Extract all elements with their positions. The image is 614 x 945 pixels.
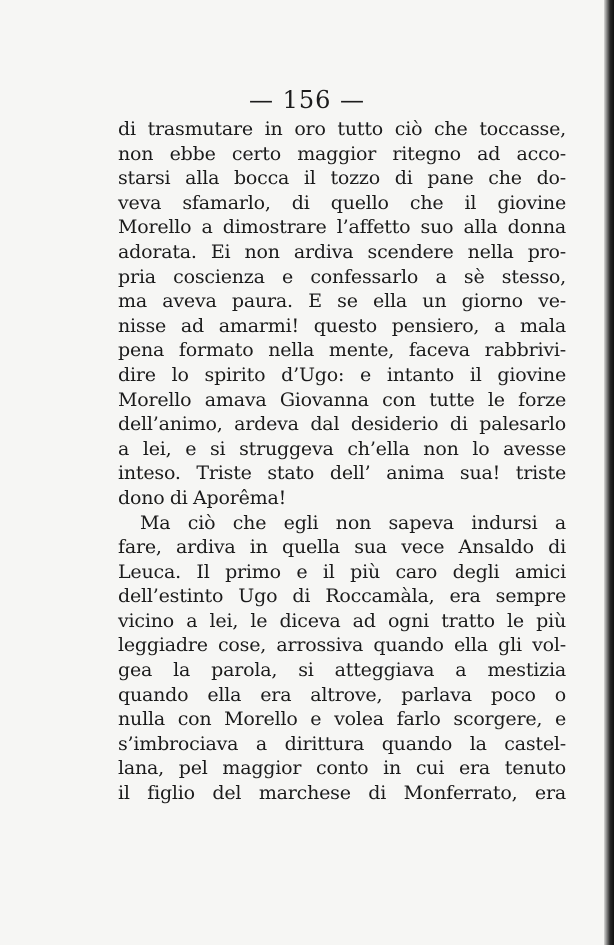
text-line: inteso. Triste stato dell’ anima sua! triste <box>118 462 566 485</box>
text-line: vicino a lei, le diceva ad ogni tratto le più <box>118 609 566 632</box>
book-spine-edge <box>604 0 614 945</box>
text-line: Morello a dimostrare l’affetto suo alla donna <box>118 216 566 239</box>
text-line: lana, pel maggior conto in cui era tenuto <box>118 757 566 780</box>
text-line: adorata. Ei non ardiva scendere nella pro- <box>118 240 566 263</box>
text-line: pria coscienza e confessarlo a sè stesso, <box>118 265 566 288</box>
text-line: dell’estinto Ugo di Roccamàla, era sempre <box>118 585 566 608</box>
text-line: il figlio del marchese di Monferrato, era <box>118 782 566 805</box>
text-line: pena formato nella mente, faceva rabbrivi- <box>118 339 566 362</box>
text-line: a lei, e si struggeva ch’ella non lo avesse <box>118 437 566 460</box>
text-line: di trasmutare in oro tutto ciò che toccasse, <box>118 118 566 140</box>
body-text <box>118 117 566 806</box>
text-line: ma aveva paura. E se ella un giorno ve- <box>118 290 566 313</box>
text-line: nisse ad amarmi! questo pensiero, a mala <box>118 314 566 337</box>
text-line: s’imbrociava a dirittura quando la castel- <box>118 732 566 755</box>
paragraph-end-line: dono di Aporêma! <box>118 486 287 509</box>
page-number: — 156 — <box>248 86 366 114</box>
text-line: starsi alla bocca il tozzo di pane che do- <box>118 167 566 190</box>
text-line: quando ella era altrove, parlava poco o <box>118 683 566 706</box>
text-line: gea la parola, si atteggiava a mestizia <box>118 659 566 682</box>
paragraph-start-line: Ma ciò che egli non sapeva indursi a <box>140 511 566 534</box>
text-line: fare, ardiva in quella sua vece Ansaldo di <box>118 536 566 559</box>
text-line: nulla con Morello e volea farlo scorgere, e <box>118 708 566 731</box>
text-line: leggiadre cose, arrossiva quando ella gli vol- <box>118 634 566 657</box>
text-line: Morello amava Giovanna con tutte le forze <box>118 388 566 411</box>
text-line: dell’animo, ardeva dal desiderio di palesarlo <box>118 413 566 436</box>
text-line: dire lo spirito d’Ugo: e intanto il giovine <box>118 363 566 386</box>
text-line: Leuca. Il primo e il più caro degli amici <box>118 560 566 583</box>
text-line: veva sfamarlo, di quello che il giovine <box>118 191 566 214</box>
text-line: non ebbe certo maggior ritegno ad acco- <box>118 142 566 165</box>
